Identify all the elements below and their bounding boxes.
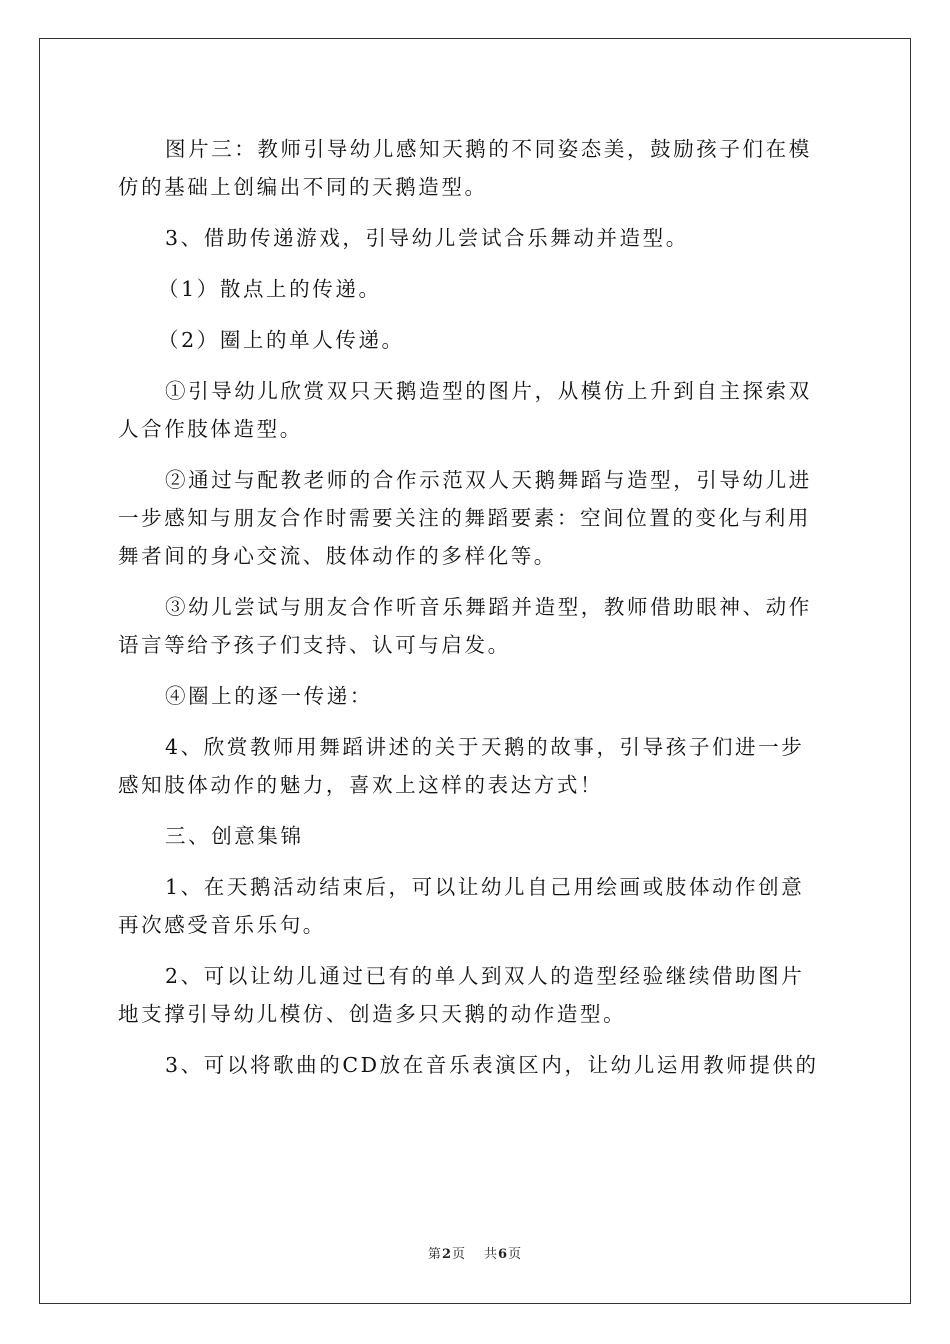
footer-prefix: 第 bbox=[427, 1247, 442, 1262]
paragraph bbox=[118, 728, 832, 804]
section-heading bbox=[118, 817, 832, 855]
paragraph bbox=[118, 588, 832, 664]
paragraph bbox=[118, 868, 832, 944]
text-line: 一步感知与朋友合作时需要关注的舞蹈要素：空间位置的变化与利用 bbox=[118, 506, 811, 530]
paragraph bbox=[118, 130, 832, 206]
text-line: ①引导幼儿欣赏双只天鹅造型的图片，从模仿上升到自主探索双 bbox=[165, 379, 812, 403]
paragraph bbox=[118, 461, 832, 575]
text-line: （1）散点上的传递。 bbox=[158, 277, 382, 301]
paragraph bbox=[118, 372, 832, 448]
text-line: ④圈上的逐一传递： bbox=[165, 684, 373, 708]
text-line: 4、欣赏教师用舞蹈讲述的关于天鹅的故事，引导孩子们进一步 bbox=[165, 735, 805, 759]
paragraph bbox=[118, 321, 832, 359]
text-line: ②通过与配教老师的合作示范双人天鹅舞蹈与造型，引导幼儿进 bbox=[165, 468, 812, 492]
footer-total-suffix: 页 bbox=[508, 1247, 523, 1262]
text-line: 1、在天鹅活动结束后，可以让幼儿自己用绘画或肢体动作创意 bbox=[165, 875, 805, 899]
paragraph bbox=[118, 219, 832, 257]
paragraph bbox=[118, 1046, 832, 1084]
paragraph bbox=[118, 270, 832, 308]
text-line: 仿的基础上创编出不同的天鹅造型。 bbox=[118, 175, 488, 199]
page-number: 2 bbox=[441, 1247, 452, 1262]
text-line: 3、可以将歌曲的CD放在音乐表演区内，让幼儿运用教师提供的 bbox=[165, 1053, 819, 1077]
text-line: 三、创意集锦 bbox=[165, 824, 304, 848]
footer-total-prefix: 共 bbox=[484, 1247, 499, 1262]
text-line: 舞者间的身心交流、肢体动作的多样化等。 bbox=[118, 544, 557, 568]
text-line: （2）圈上的单人传递。 bbox=[158, 328, 405, 352]
text-line: 2、可以让幼儿通过已有的单人到双人的造型经验继续借助图片 bbox=[165, 964, 805, 988]
text-line: 3、借助传递游戏，引导幼儿尝试合乐舞动并造型。 bbox=[165, 226, 689, 250]
page-footer bbox=[0, 1243, 950, 1262]
text-line: ③幼儿尝试与朋友合作听音乐舞蹈并造型，教师借助眼神、动作 bbox=[165, 595, 812, 619]
text-line: 再次感受音乐乐句。 bbox=[118, 913, 326, 937]
paragraph bbox=[118, 677, 832, 715]
paragraph bbox=[118, 957, 832, 1033]
text-line: 图片三：教师引导幼儿感知天鹅的不同姿态美，鼓励孩子们在模 bbox=[165, 137, 812, 161]
footer-page-suffix: 页 bbox=[451, 1247, 466, 1262]
text-line: 地支撑引导幼儿模仿、创造多只天鹅的动作造型。 bbox=[118, 1002, 627, 1026]
text-line: 语言等给予孩子们支持、认可与启发。 bbox=[118, 633, 511, 657]
text-line: 感知肢体动作的魅力，喜欢上这样的表达方式！ bbox=[118, 773, 604, 797]
document-body bbox=[118, 130, 832, 1084]
total-pages: 6 bbox=[498, 1247, 509, 1262]
text-line: 人合作肢体造型。 bbox=[118, 417, 303, 441]
